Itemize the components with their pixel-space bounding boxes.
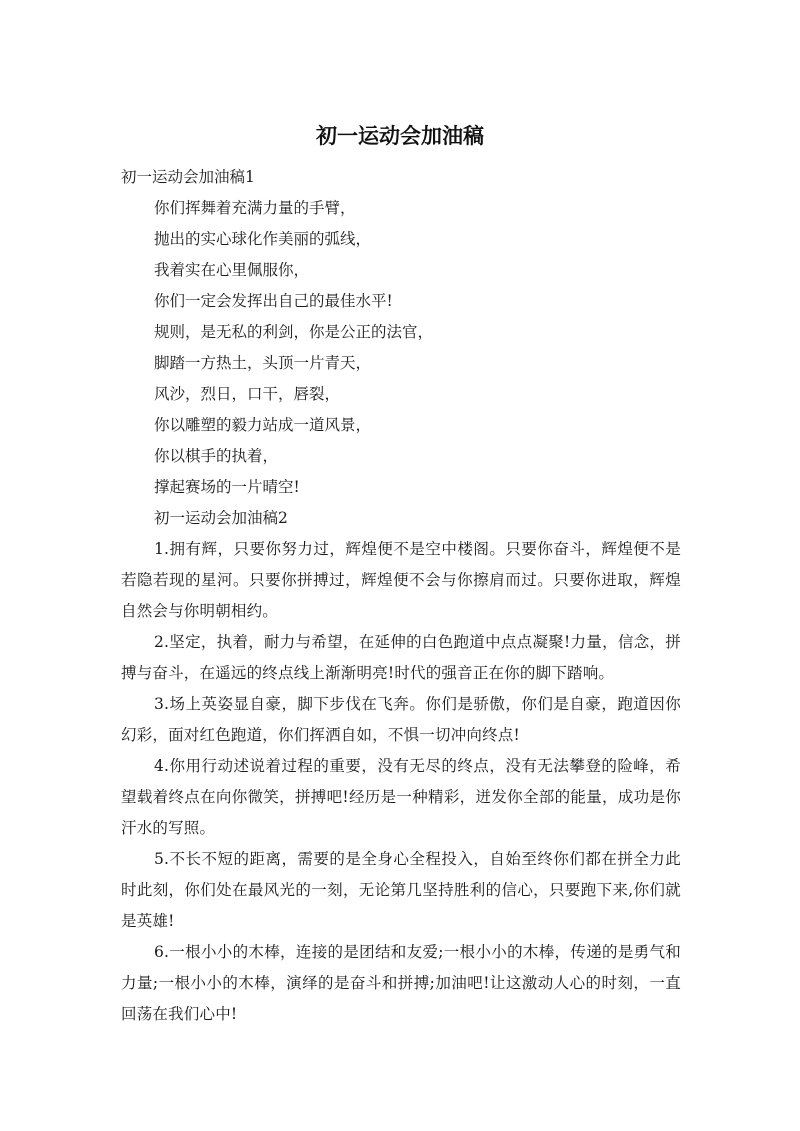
body-paragraph: 2.坚定，执着，耐力与希望，在延伸的白色跑道中点点凝聚!力量，信念，拼搏与奋斗，在遥远的终点线上渐渐明亮!时代的强音正在你的脚下踏响。: [121, 633, 681, 682]
poem-line: 你以雕塑的毅力站成一道风景，: [154, 416, 372, 434]
document-title: 初一运动会加油稿: [316, 124, 484, 148]
body-paragraph: 6.一根小小的木棒，连接的是团结和友爱;一根小小的木棒，传递的是勇气和力量;一根小小的木棒，演绎的是奋斗和拼搏;加油吧!让这激动人心的时刻，一直回荡在我们心中!: [121, 943, 681, 1023]
poem-line: 撑起赛场的一片晴空!: [154, 478, 300, 496]
section-heading-2: 初一运动会加油稿2: [154, 509, 288, 527]
body-paragraph: 1.拥有辉，只要你努力过，辉煌便不是空中楼阁。只要你奋斗，辉煌便不是若隐若现的星河。只要你拼搏过，辉煌便不会与你擦肩而过。只要你进取，辉煌自然会与你明朝相约。: [121, 540, 681, 620]
poem-line: 脚踏一方热土，头顶一片青天，: [154, 354, 372, 372]
poem-line: 规则，是无私的利剑，你是公正的法官，: [154, 323, 434, 341]
poem-line: 抛出的实心球化作美丽的弧线，: [154, 230, 372, 248]
body-paragraph: 5.不长不短的距离，需要的是全身心全程投入，自始至终你们都在拼全力此时此刻，你们处在最风光的一刻，无论第几坚持胜利的信心，只要跑下来,你们就是英雄!: [121, 850, 681, 930]
document-body: [121, 162, 681, 1030]
body-paragraph: 3.场上英姿显自豪，脚下步伐在飞奔。你们是骄傲，你们是自豪，跑道因你幻彩，面对红色跑道，你们挥洒自如，不惧一切冲向终点!: [121, 695, 681, 744]
poem-line: 我着实在心里佩服你，: [154, 261, 310, 279]
poem-line: 风沙，烈日，口干，唇裂，: [154, 385, 341, 403]
poem-line: 你们挥舞着充满力量的手臂，: [154, 199, 356, 217]
poem-line: 你以棋手的执着，: [154, 447, 279, 465]
section-heading-1: 初一运动会加油稿1: [121, 168, 255, 186]
poem-line: 你们一定会发挥出自己的最佳水平!: [154, 292, 393, 310]
body-paragraph: 4.你用行动述说着过程的重要，没有无尽的终点，没有无法攀登的险峰，希望载着终点在向你微笑，拼搏吧!经历是一种精彩，迸发你全部的能量，成功是你汗水的写照。: [121, 757, 681, 837]
